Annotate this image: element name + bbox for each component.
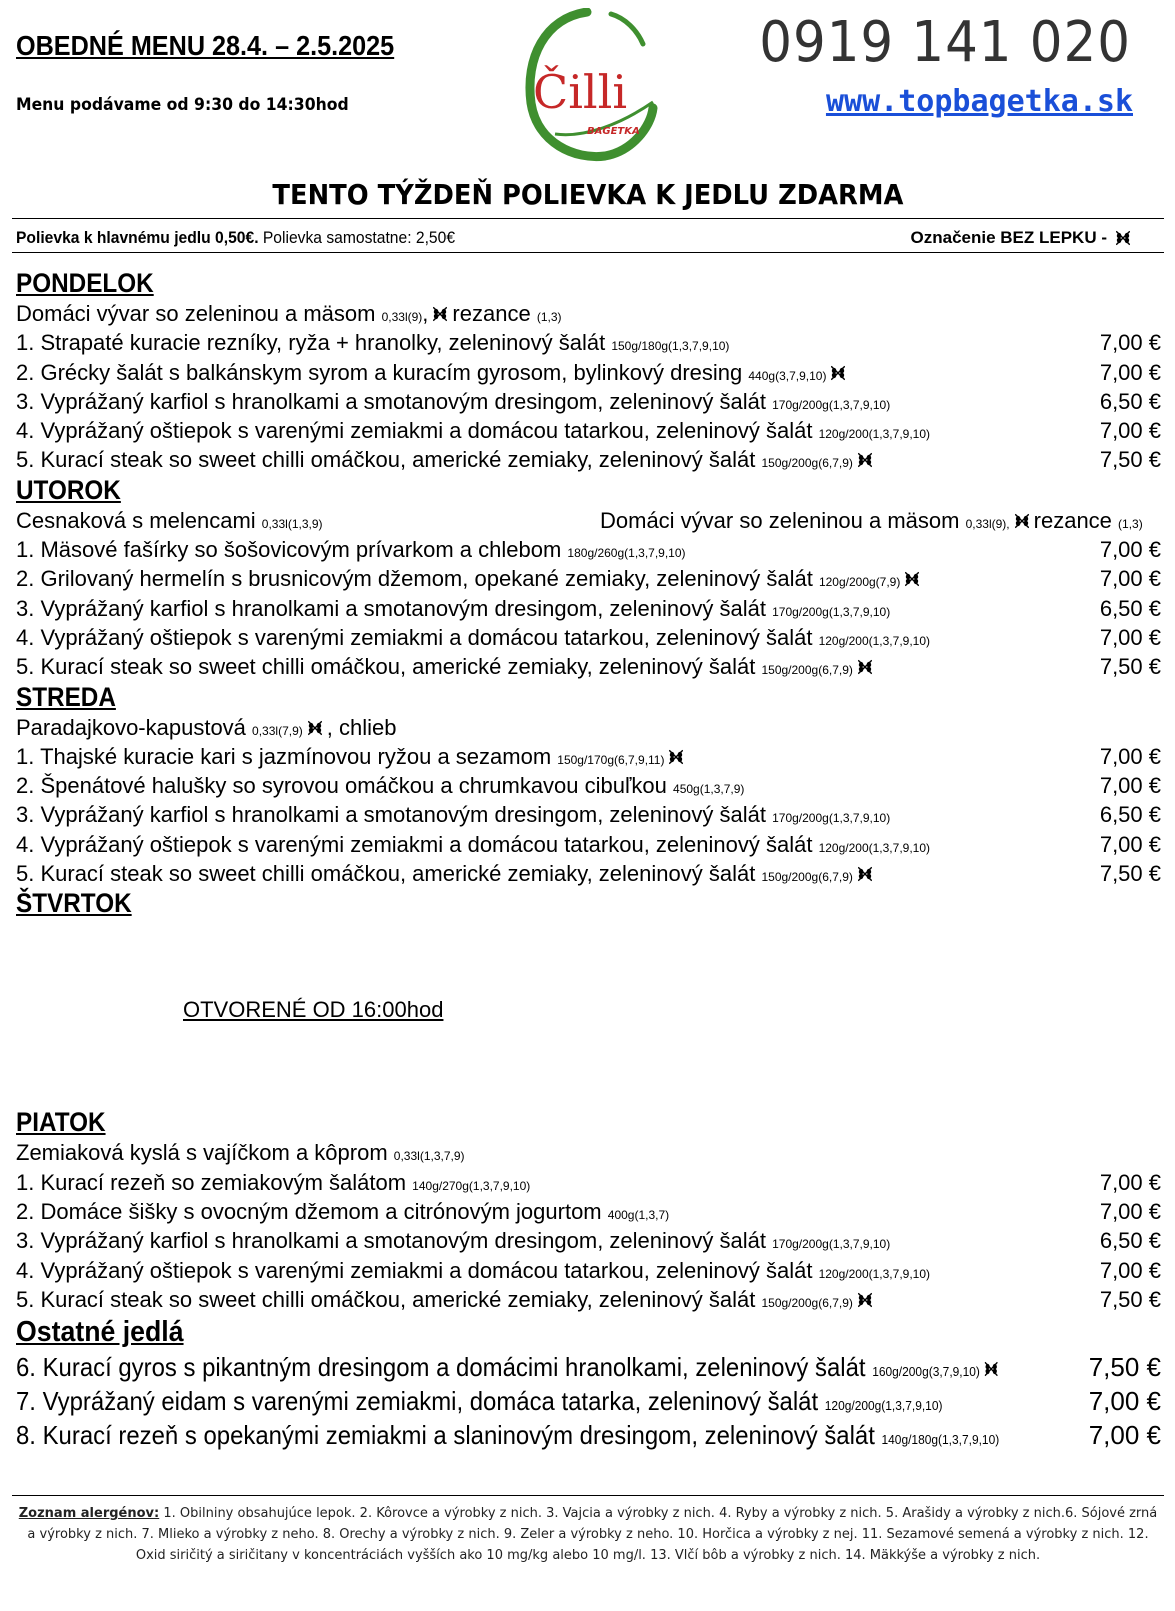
menu-item-row	[16, 800, 1161, 829]
divider	[12, 1495, 1164, 1496]
menu-item-text: 3. Vyprážaný karfiol s hranolkami a smotanovým dresingom, zeleninový šalát 170g/200g(1,3,7,9,10)	[16, 595, 891, 621]
closed-note: OTVORENÉ OD 16:00hod	[183, 997, 444, 1023]
crossed-wheat-icon	[1013, 512, 1031, 530]
other-dishes-heading: Ostatné jedlá	[16, 1316, 184, 1349]
menu-item-price: 7,00 €	[1099, 773, 1161, 799]
menu-item-price: 7,00 €	[1099, 1169, 1161, 1195]
menu-item-price: 7,00 €	[1099, 743, 1161, 769]
soup-row-alt: Domáci vývar so zeleninou a mäsom 0,33l(9), rezance (1,3)	[600, 507, 1143, 533]
menu-item-text: 5. Kurací steak so sweet chilli omáčkou, americké zemiaky, zeleninový šalát 150g/200g(6,7,9)	[16, 445, 1071, 478]
menu-item-row	[16, 564, 1161, 593]
menu-item-row	[16, 535, 1161, 564]
menu-item-text: 1. Strapaté kuracie rezníky, ryža + hranolky, zeleninový šalát 150g/180g(1,3,7,9,10)	[16, 330, 730, 356]
menu-item-price: 6,50 €	[1099, 595, 1161, 621]
menu-item-row	[16, 652, 1161, 681]
day-heading-monday: PONDELOK	[16, 268, 154, 298]
menu-item-row	[16, 1197, 1161, 1226]
menu-item-detail: 150g/180g(1,3,7,9,10)	[611, 339, 730, 354]
menu-item-price: 7,00 €	[1099, 359, 1161, 385]
cilli-logo	[525, 8, 660, 163]
menu-item-text: 1. Kurací rezeň so zemiakovým šalátom 140g/270g(1,3,7,9,10)	[16, 1169, 531, 1195]
menu-item-price: 7,50 €	[1088, 1352, 1161, 1383]
menu-item-price: 7,00 €	[1099, 330, 1161, 356]
menu-item-row	[16, 1350, 1161, 1384]
menu-item-detail: 120g/200g(7,9)	[818, 575, 901, 590]
menu-item-row	[16, 742, 1161, 771]
day-heading-wednesday: STREDA	[16, 681, 116, 712]
menu-item-row	[16, 830, 1161, 859]
menu-item-detail: 120g/200(1,3,7,9,10)	[818, 840, 930, 855]
menu-item-price: 7,00 €	[1099, 418, 1161, 444]
divider	[12, 252, 1164, 253]
menu-item-text: 2. Domáce šišky s ovocným džemom a citrónovým jogurtom 400g(1,3,7)	[16, 1198, 670, 1224]
menu-item-row	[16, 1384, 1161, 1418]
soup-row: Zemiaková kyslá s vajíčkom a kôprom 0,33l(1,3,7,9)	[16, 1140, 465, 1166]
day-heading-friday: PIATOK	[16, 1107, 106, 1138]
crossed-wheat-icon	[903, 570, 921, 588]
menu-item-price: 6,50 €	[1099, 802, 1161, 828]
menu-item-detail: 150g/170g(6,7,9,11)	[557, 752, 665, 767]
phone-number[interactable]: 0919 141 020	[759, 10, 1131, 75]
menu-item-detail: 440g(3,7,9,10)	[748, 368, 827, 383]
day-heading-tuesday: UTOROK	[16, 474, 121, 505]
logo-text: Čilli	[533, 65, 628, 119]
menu-item-text: 8. Kurací rezeň s opekanými zemiakmi a slaninovým dresingom, zeleninový šalát 140g/180g(1,3,7,9,10)	[16, 1420, 1000, 1451]
website-link[interactable]: www.topbagetka.sk	[825, 84, 1133, 119]
soup-row: Cesnaková s melencami 0,33l(1,3,9) Domáci vývar so zeleninou a mäsom 0,33l(9), rezance (1,3)	[16, 506, 1161, 535]
menu-item-price: 6,50 €	[1099, 388, 1161, 414]
menu-item-text: 4. Vyprážaný oštiepok s varenými zemiakmi a domácou tatarkou, zeleninový šalát 120g/200(1,3,7,9,10)	[16, 1257, 930, 1283]
soup-row: Paradajkovo-kapustová 0,33l(7,9) , chlieb	[16, 714, 397, 740]
serving-hours: Menu podávame od 9:30 do 14:30hod	[16, 95, 349, 115]
menu-item-text: 2. Grécky šalát s balkánskym syrom a kuracím gyrosom, bylinkový dresing 440g(3,7,9,10)	[16, 358, 1071, 391]
menu-item-detail: 450g(1,3,7,9)	[673, 782, 745, 797]
menu-item-detail: 120g/200g(1,3,7,9,10)	[824, 1398, 943, 1414]
menu-item-text: 6. Kurací gyros s pikantným dresingom a domácimi hranolkami, zeleninový šalát 160g/200g(3,7,9,10)	[16, 1350, 1002, 1389]
menu-item-text: 4. Vyprážaný oštiepok s varenými zemiakmi a domácou tatarkou, zeleninový šalát 120g/200(1,3,7,9,10)	[16, 831, 930, 857]
menu-item-detail: 160g/200g(3,7,9,10)	[872, 1364, 980, 1380]
menu-item-text: 5. Kurací steak so sweet chilli omáčkou, americké zemiaky, zeleninový šalát 150g/200g(6,7,9)	[16, 859, 1071, 892]
thursday-closed	[16, 919, 1161, 1107]
soup-row: Domáci vývar so zeleninou a mäsom 0,33l(9), rezance (1,3)	[16, 301, 562, 326]
menu-item-row	[16, 1285, 1161, 1314]
menu-item-detail: 150g/200g(6,7,9)	[761, 1295, 853, 1310]
menu-item-row	[16, 623, 1161, 652]
gluten-free-legend: Označenie BEZ LEPKU -	[911, 228, 1135, 248]
menu-item-text: 4. Vyprážaný oštiepok s varenými zemiakmi a domácou tatarkou, zeleninový šalát 120g/200(1,3,7,9,10)	[16, 418, 930, 444]
menu-item-row	[16, 387, 1161, 416]
menu-item-row	[16, 771, 1161, 800]
menu-item-detail: 180g/260g(1,3,7,9,10)	[567, 546, 686, 561]
menu-item-text: 7. Vyprážaný eidam s varenými zemiakmi, domáca tatarka, zeleninový šalát 120g/200g(1,3,7,9,10)	[16, 1386, 943, 1417]
menu-item-price: 7,00 €	[1088, 1386, 1161, 1417]
menu-item-row	[16, 416, 1161, 445]
menu-item-price: 7,50 €	[1099, 861, 1161, 887]
menu-item-row	[16, 594, 1161, 623]
menu-item-detail: 150g/200g(6,7,9)	[761, 870, 853, 885]
crossed-wheat-icon	[856, 865, 874, 883]
crossed-wheat-icon	[306, 719, 324, 737]
menu-item-price: 7,00 €	[1099, 624, 1161, 650]
menu-item-price: 7,00 €	[1099, 831, 1161, 857]
menu-item-detail: 170g/200g(1,3,7,9,10)	[772, 811, 891, 826]
crossed-wheat-icon	[431, 305, 449, 323]
menu-item-price: 7,50 €	[1099, 447, 1161, 473]
menu-item-price: 6,50 €	[1099, 1228, 1161, 1254]
soup-price-info: Polievka k hlavnému jedlu 0,50€. Polievka samostatne: 2,50€	[16, 228, 456, 247]
menu-item-row	[16, 1168, 1161, 1197]
menu-item-row	[16, 445, 1161, 474]
allergen-list: Zoznam alergénov: 1. Obilniny obsahujúce lepok. 2. Kôrovce a výrobky z nich. 3. Vajcia a výrobky z nich. 4. Ryby a výrobky z nich. 5. Arašidy a výrobky z nich.6. Sójové zrná a výrobky z nich. 7. Mlieko a výrobky z neho. 8. Orechy a výrobky z nich. 9. Zeler a výrobky z neho. 10. Horčica a výrobky z nej. 11. Sezamové semená a výrobky z nich. 12. Oxid siričitý a siričitany v koncentráciách vyšších ako 10 mg/kg alebo 10 mg/l. 13. Vlčí bôb a výrobky z nich. 14. Mäkkýše a výrobky z nich.	[18, 1506, 1158, 1563]
menu-item-text: 1. Thajské kuracie kari s jazmínovou ryžou a sezamom 150g/170g(6,7,9,11)	[16, 742, 1071, 775]
crossed-wheat-icon	[1114, 229, 1132, 247]
crossed-wheat-icon	[829, 364, 847, 382]
menu-item-price: 7,00 €	[1099, 566, 1161, 592]
menu-item-text: 3. Vyprážaný karfiol s hranolkami a smotanovým dresingom, zeleninový šalát 170g/200g(1,3,7,9,10)	[16, 1228, 891, 1254]
menu-item-detail: 120g/200(1,3,7,9,10)	[818, 633, 930, 648]
logo-sub: BAGETKA	[587, 126, 640, 137]
menu-item-detail: 170g/200g(1,3,7,9,10)	[772, 604, 891, 619]
crossed-wheat-icon	[856, 658, 874, 676]
menu-item-text: 1. Mäsové fašírky so šošovicovým prívarkom a chlebom 180g/260g(1,3,7,9,10)	[16, 537, 686, 563]
menu-item-text: 3. Vyprážaný karfiol s hranolkami a smotanovým dresingom, zeleninový šalát 170g/200g(1,3,7,9,10)	[16, 802, 891, 828]
menu-item-detail: 120g/200(1,3,7,9,10)	[818, 1266, 930, 1281]
tagline: TENTO TÝŽDEŇ POLIEVKA K JEDLU ZDARMA	[271, 178, 904, 211]
menu-body	[16, 268, 1161, 1452]
menu-item-row	[16, 1256, 1161, 1285]
menu-item-row	[16, 1418, 1161, 1452]
crossed-wheat-icon	[667, 748, 685, 766]
menu-item-detail: 140g/180g(1,3,7,9,10)	[881, 1432, 1000, 1448]
menu-item-price: 7,00 €	[1099, 1198, 1161, 1224]
menu-item-text: 2. Grilovaný hermelín s brusnicovým džemom, opekané zemiaky, zeleninový šalát 120g/200g(7,9)	[16, 564, 1071, 597]
day-heading-thursday: ŠTVRTOK	[16, 888, 132, 919]
crossed-wheat-icon	[856, 451, 874, 469]
menu-title: OBEDNÉ MENU 28.4. – 2.5.2025	[16, 30, 395, 61]
menu-item-text: 4. Vyprážaný oštiepok s varenými zemiakmi a domácou tatarkou, zeleninový šalát 120g/200(1,3,7,9,10)	[16, 624, 930, 650]
menu-item-detail: 150g/200g(6,7,9)	[761, 456, 853, 471]
crossed-wheat-icon	[856, 1291, 874, 1309]
menu-item-text: 3. Vyprážaný karfiol s hranolkami a smotanovým dresingom, zeleninový šalát 170g/200g(1,3,7,9,10)	[16, 388, 891, 414]
menu-item-price: 7,00 €	[1099, 1257, 1161, 1283]
menu-item-detail: 150g/200g(6,7,9)	[761, 663, 853, 678]
menu-item-row	[16, 358, 1161, 387]
menu-item-text: 5. Kurací steak so sweet chilli omáčkou, americké zemiaky, zeleninový šalát 150g/200g(6,7,9)	[16, 1285, 1071, 1318]
menu-item-detail: 400g(1,3,7)	[607, 1207, 670, 1222]
divider	[12, 218, 1164, 219]
crossed-wheat-icon	[983, 1360, 1000, 1378]
menu-item-price: 7,00 €	[1099, 537, 1161, 563]
menu-item-detail: 140g/270g(1,3,7,9,10)	[412, 1178, 531, 1193]
menu-item-detail: 120g/200(1,3,7,9,10)	[818, 427, 930, 442]
menu-item-text: 2. Špenátové halušky so syrovou omáčkou a chrumkavou cibuľkou 450g(1,3,7,9)	[16, 773, 745, 799]
menu-item-row	[16, 859, 1161, 888]
menu-item-detail: 170g/200g(1,3,7,9,10)	[772, 1237, 891, 1252]
menu-item-detail: 170g/200g(1,3,7,9,10)	[772, 397, 891, 412]
menu-item-price: 7,50 €	[1099, 654, 1161, 680]
menu-item-row	[16, 328, 1161, 357]
menu-item-price: 7,50 €	[1099, 1286, 1161, 1312]
menu-item-text: 5. Kurací steak so sweet chilli omáčkou, americké zemiaky, zeleninový šalát 150g/200g(6,7,9)	[16, 652, 1071, 685]
menu-item-row	[16, 1226, 1161, 1255]
menu-item-price: 7,00 €	[1088, 1420, 1161, 1451]
